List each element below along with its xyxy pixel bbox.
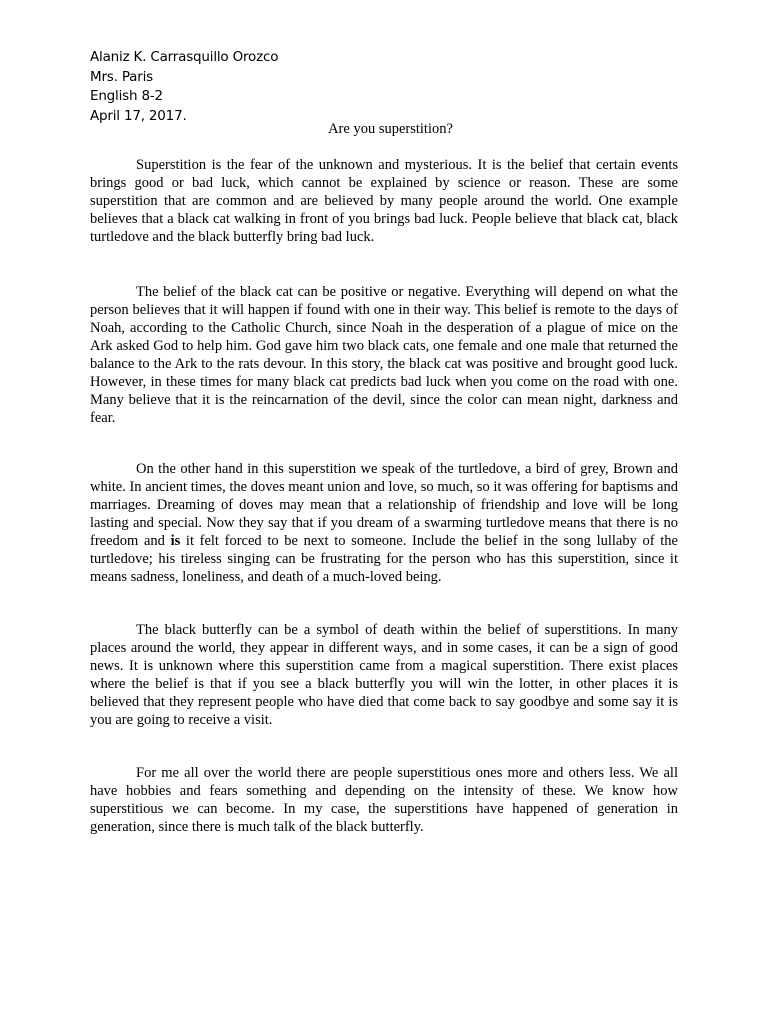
paragraph-1	[90, 156, 678, 246]
teacher-name: Mrs. Paris	[90, 68, 153, 85]
paragraph-text: For me all over the world there are people superstitious ones more and others less. We all have hobbies and fears something and depending on the intensity of these. We know how superstitious we can become. In my case, the superstitions have happened of generation in generation, since there is much talk of the black butterfly.	[90, 765, 678, 835]
paragraph-2	[90, 283, 678, 427]
paragraph-text: The black butterfly can be a symbol of death within the belief of superstitions. In many places around the world, they appear in different ways, and in some cases, it can be a sign of good news. It is unknown where this superstition came from a magical superstition. There exist places where the belief is that if you see a black butterfly you will win the lotter, in other places it is believed that they represent people who have died that come back to say goodbye and some say it is you are going to receive a visit.	[90, 622, 678, 728]
paragraph-4	[90, 621, 678, 729]
essay-title: Are you superstition?	[328, 121, 453, 137]
paragraph-text-before: On the other hand in this superstition we speak of the turtledove, a bird of grey, Brown and white. In ancient times, the doves meant union and love, so much, so it was offering for baptisms and marriages. Dreaming of doves may mean that a relationship of friendship and love will be long lasting and special. Now they say that if you dream of a swarming turtledove means that there is no freedom and	[90, 461, 678, 549]
paragraph-text-after: it felt forced to be next to someone. Include the belief in the song lullaby of the turtledove; his tireless singing can be frustrating for the person who has this superstition, since it means sadness, loneliness, and death of a much-loved being.	[90, 533, 678, 585]
paragraph-text: Superstition is the fear of the unknown and mysterious. It is the belief that certain events brings good or bad luck, which cannot be explained by science or reason. These are some superstition that are common and are believed by many people around the world. One example believes that a black cat walking in front of you brings bad luck. People believe that black cat, black turtledove and the black butterfly bring bad luck.	[90, 157, 678, 245]
class-name: English 8-2	[90, 88, 163, 104]
document-header	[90, 48, 278, 126]
paragraph-text	[90, 460, 678, 586]
author-name: Alaniz K. Carrasquillo Orozco	[90, 49, 279, 65]
document-date: April 17, 2017.	[90, 107, 187, 124]
paragraph-text: The belief of the black cat can be positive or negative. Everything will depend on what the person believes that it will happen if found with one in their way. This belief is remote to the days of Noah, according to the Catholic Church, since Noah in the desperation of a plague of mice on the Ark asked God to help him. God gave him two black cats, one female and one male that returned the balance to the Ark to the rats devour. In this story, the black cat was positive and brought good luck. However, in these times for many black cat predicts bad luck when you come on the road with one. Many believe that it is the reincarnation of the devil, since the color can mean night, darkness and fear.	[90, 284, 678, 426]
paragraph-3	[90, 460, 678, 586]
bold-word: is	[170, 533, 181, 549]
paragraph-5	[90, 764, 678, 836]
